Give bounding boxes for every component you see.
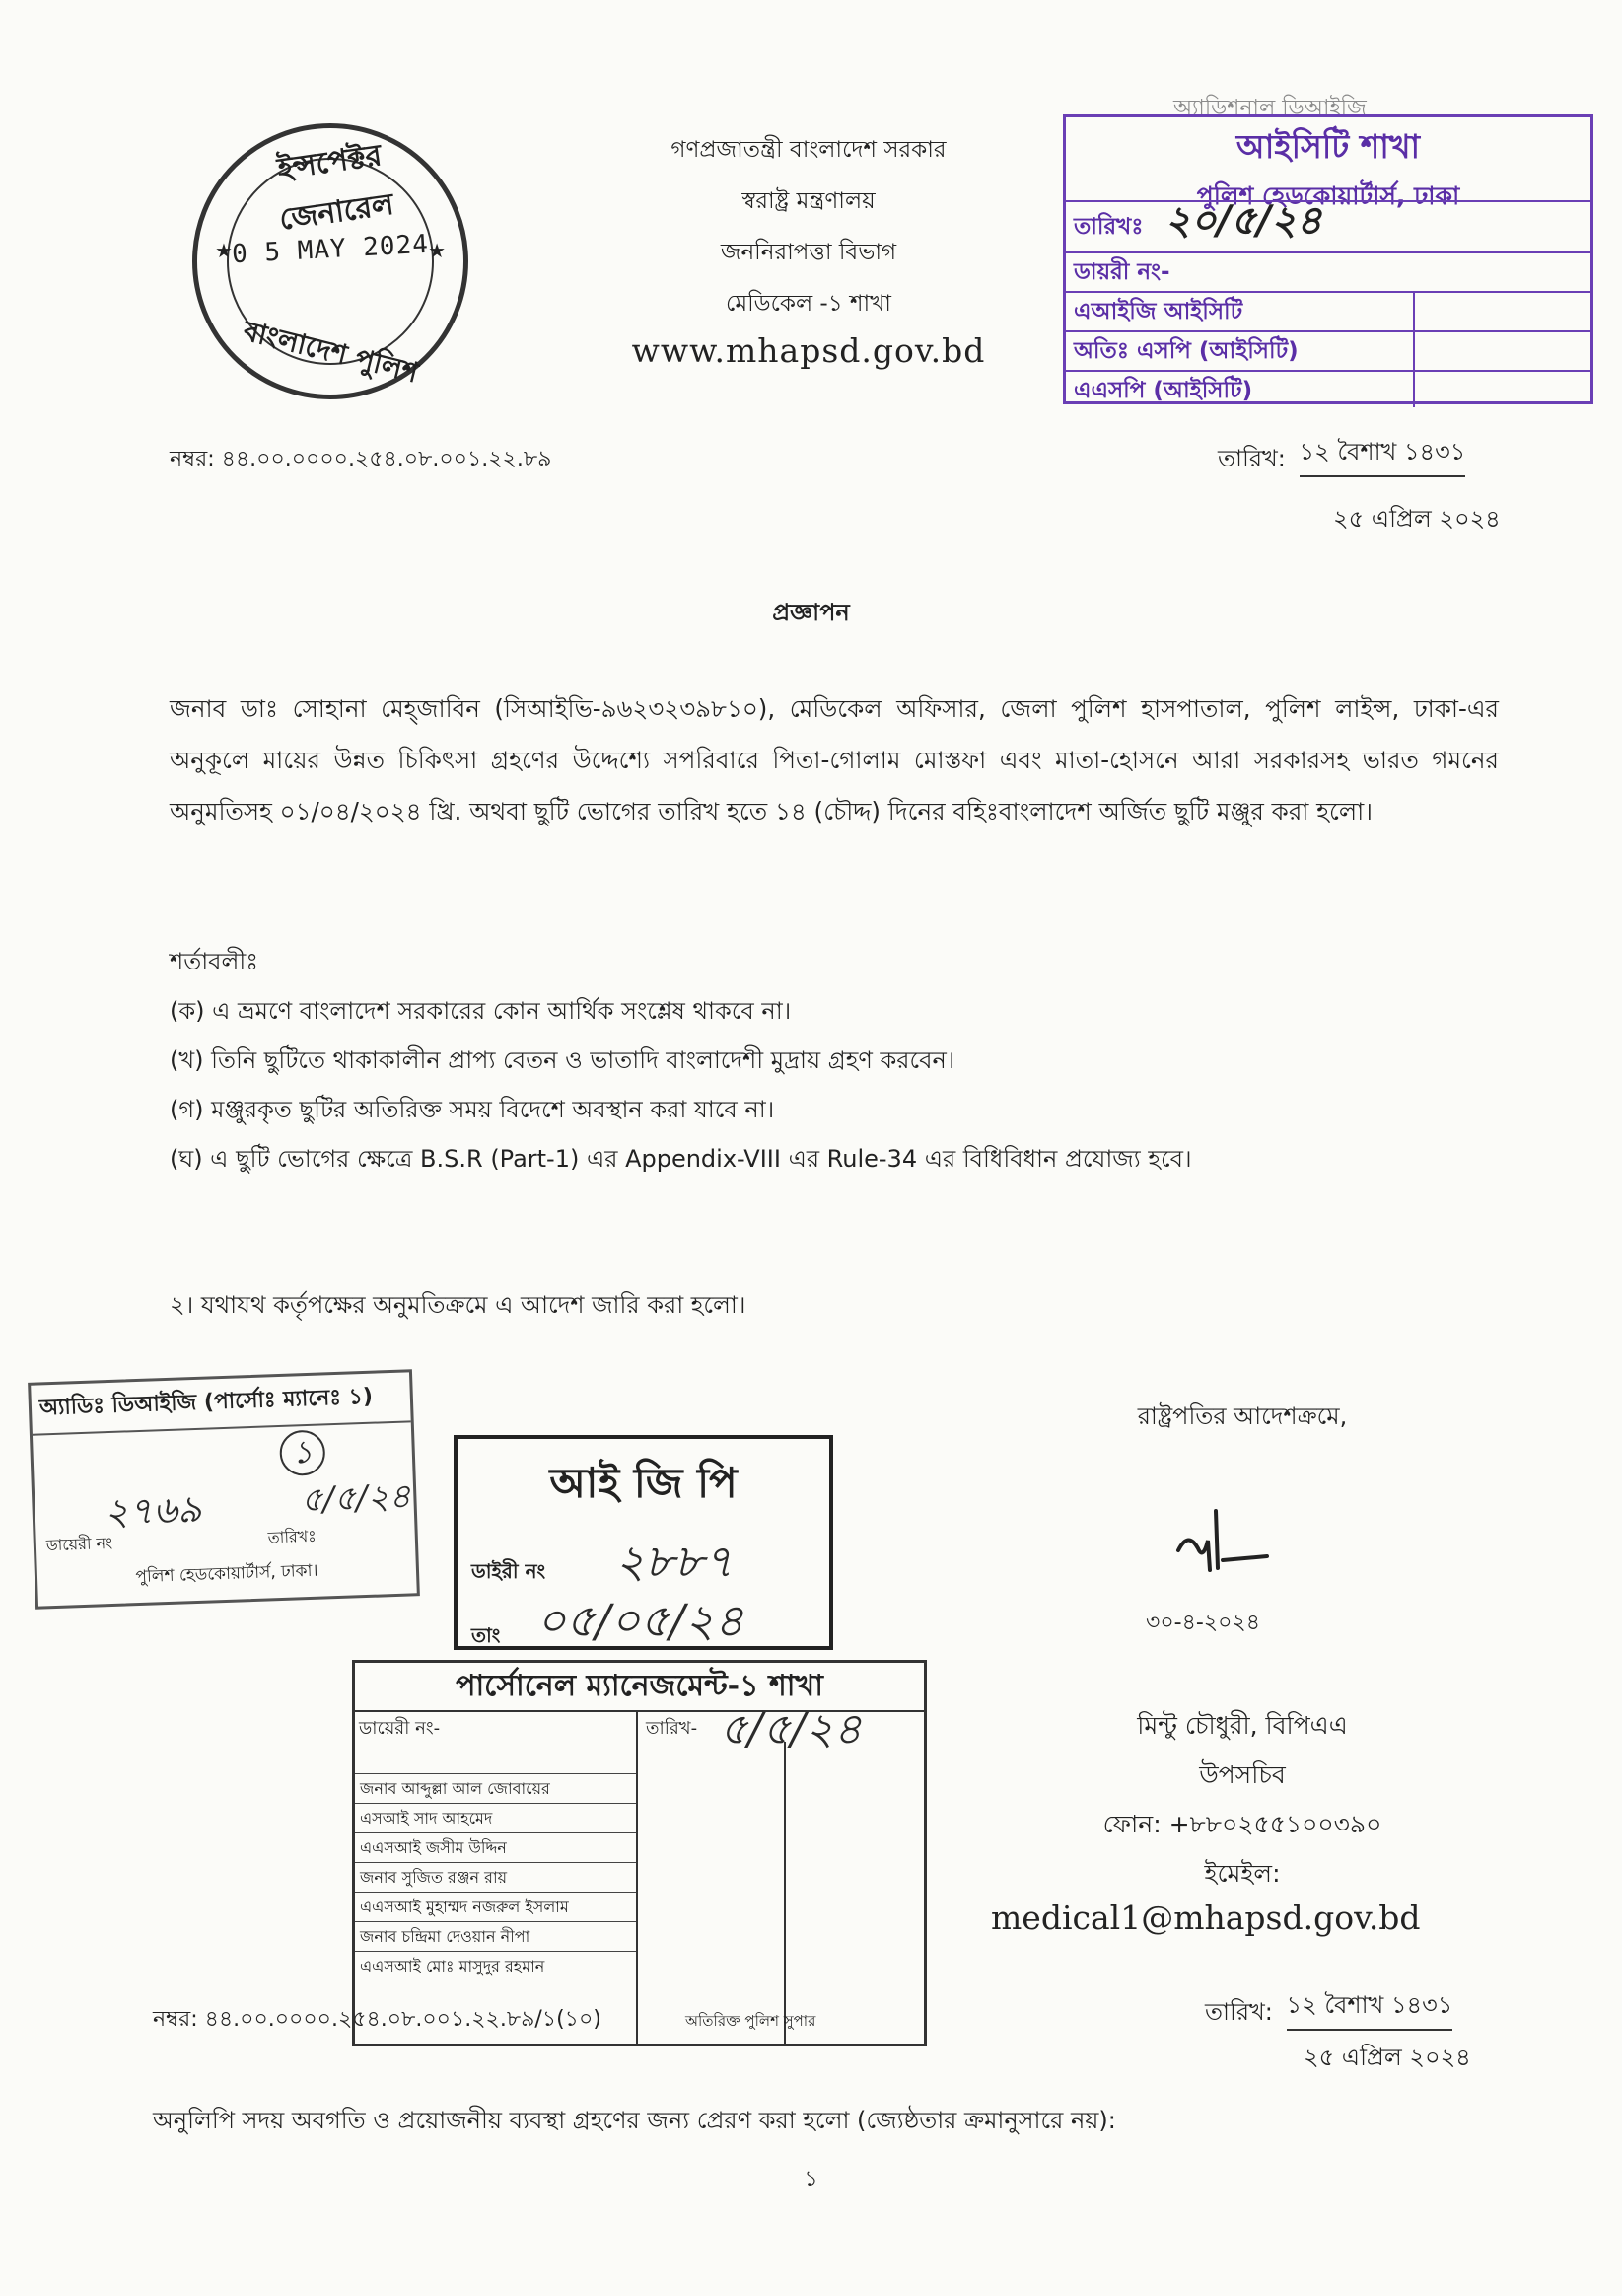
- condition-gha: (ঘ) এ ছুটি ভোগের ক্ষেত্রে B.S.R (Part-1) এর Appendix-VIII এর Rule-34 এর বিধিবিধান প্রযোজ্য হবে।: [170, 1145, 1192, 1173]
- box3-row: জনাব সুজিত রঞ্জন রায়: [355, 1862, 636, 1892]
- ict-date-label: তারিখঃ: [1074, 214, 1144, 240]
- page-title: প্রজ্ঞাপন: [772, 599, 850, 626]
- copy-reference-number: নম্বর: ৪৪.০০.০০০০.২৫৪.০৮.০০১.২২.৮৯/১(১০): [153, 2007, 601, 2032]
- box1-diary-label: ডায়েরী নং: [45, 1533, 113, 1555]
- signatory-email: medical1@mhapsd.gov.bd: [991, 1899, 1421, 1937]
- signatory-email-label: ইমেইল:: [1204, 1859, 1281, 1888]
- ict-stamp-row-3: [1066, 370, 1590, 407]
- conditions-section: [170, 937, 1499, 1184]
- ict-stamp-row-1: [1066, 291, 1590, 332]
- box2-date-value: ০৫/০৫/২৪: [536, 1594, 744, 1647]
- box3-row: জনাব চন্দ্রিমা দেওয়ান নীপা: [355, 1921, 636, 1951]
- by-order-text: রাষ্ট্রপতির আদেশক্রমে,: [1137, 1402, 1348, 1430]
- box2-date-label: তাং: [471, 1623, 501, 1647]
- box3-date-value: ৫/৫/২৪: [720, 1704, 862, 1755]
- addl-dig-stamp: [28, 1369, 420, 1609]
- box1-date-value: ৫/৫/২৪: [300, 1476, 412, 1521]
- box1-date-label: তারিখঃ: [267, 1526, 317, 1547]
- ict-row-label: অতিঃ এসপি (আইসিটি): [1074, 338, 1299, 364]
- signature-mark: [1168, 1491, 1277, 1580]
- igp-diary-stamp: [454, 1435, 833, 1650]
- box2-diary-label: ডাইরী নং: [471, 1559, 546, 1583]
- box3-row: এসআই সাদ আহমেদ: [355, 1803, 636, 1832]
- ict-stamp-diary-row: [1066, 251, 1590, 293]
- box2-title: আই জি পি: [549, 1459, 738, 1507]
- copy-date-bangla: ১২ বৈশাখ ১৪৩১: [1287, 1987, 1453, 2031]
- box3-row: এএসআই জসীম উদ্দিন: [355, 1832, 636, 1862]
- date-block: [1218, 434, 1465, 483]
- header-line-1: গণপ্রজাতন্ত্রী বাংলাদেশ সরকার: [670, 137, 947, 163]
- ict-date-value: ২০/৫/২৪: [1164, 197, 1322, 244]
- stamp-date: 0 5 MAY 2024: [231, 229, 430, 270]
- ict-stamp-date-row: [1066, 197, 1590, 253]
- body-text: জনাব ডাঃ সোহানা মেহ্জাবিন (সিআইভি-৯৬২৩২৩৯৮১০), মেডিকেল অফিসার, জেলা পুলিশ হাসপাতাল, পুলিশ লাইন্স, ঢাকা-এর অনুকূলে মায়ের উন্নত চিকিৎসা গ্রহণের উদ্দেশ্যে সপরিবারে পিতা-গোলাম মোস্তফা এবং মাতা-হোসনে আরা সরকারসহ ভারত গমনের অনুমতিসহ ০১/০৪/২০২৪ খ্রি. অথবা ছুটি ভোগের তারিখ হতে ১৪ (চৌদ্দ) দিনের বহিঃবাংলাদেশ অর্জিত ছুটি মঞ্জুর করা হলো।: [170, 694, 1499, 825]
- signatory-designation: উপসচিব: [1199, 1760, 1286, 1789]
- box3-divider: [784, 1742, 786, 2045]
- ict-branch-stamp: [1063, 114, 1593, 404]
- box3-row: এএসআই মোঃ মাসুদুর রহমান: [355, 1951, 636, 1980]
- box3-date-label: তারিখ-: [646, 1718, 698, 1739]
- copy-note: অনুলিপি সদয় অবগতি ও প্রয়োজনীয় ব্যবস্থা গ্রহণের জন্য প্রেরণ করা হলো (জ্যেষ্ঠতার ক্রমানুসারে নয়):: [153, 2107, 1116, 2134]
- government-header: [592, 124, 1025, 370]
- copy-date-english: ২৫ এপ্রিল ২০২৪: [1304, 2044, 1471, 2071]
- body-paragraph: [170, 683, 1499, 837]
- inspector-general-round-stamp: [192, 123, 468, 399]
- box3-footer: অতিরিক্ত পুলিশ সুপার: [685, 2012, 816, 2030]
- ict-stamp-title: আইসিটি শাখা: [1235, 127, 1421, 166]
- header-line-3: জননিরাপত্তা বিভাগ: [720, 240, 897, 265]
- condition-ga: (গ) মঞ্জুরকৃত ছুটির অতিরিক্ত সময় বিদেশে অবস্থান করা যাবে না।: [170, 1096, 775, 1123]
- date-bangla: ১২ বৈশাখ ১৪৩১: [1300, 434, 1466, 477]
- ict-row-divider: [1413, 293, 1415, 332]
- conditions-heading: শর্তাবলীঃ: [170, 948, 259, 975]
- ict-diary-label: ডায়রী নং-: [1074, 259, 1170, 285]
- header-line-4: মেডিকেল -১ শাখা: [726, 291, 891, 317]
- box1-footer: পুলিশ হেডকোয়ার্টার্স, ঢাকা।: [135, 1560, 318, 1588]
- reference-number: নম্বর: ৪৪.০০.০০০০.২৫৪.০৮.০০১.২২.৮৯: [170, 447, 552, 471]
- box1-diary-value: ২৭৬৯: [103, 1486, 203, 1535]
- faint-stamp-text: অ্যাডিশনাল ডিআইজি: [1173, 96, 1367, 120]
- ict-row-divider: [1413, 332, 1415, 372]
- date-label: তারিখ:: [1218, 445, 1286, 472]
- box3-divider: [636, 1710, 638, 2045]
- ict-row-divider: [1413, 372, 1415, 407]
- box2-diary-value: ২৮৮৭: [615, 1535, 734, 1588]
- ict-stamp-subtitle: পুলিশ হেডকোয়ার্টার্স, ঢাকা: [1196, 181, 1460, 210]
- signatory-phone: ফোন: +৮৮০২৫৫১০০৩৯০: [1102, 1810, 1382, 1838]
- copy-date-label: তারিখ:: [1205, 1998, 1273, 2026]
- star-icon: ★: [428, 239, 446, 262]
- signature-date: ৩০-৪-২০২৪: [1146, 1611, 1260, 1635]
- order-paragraph: ২। যথাযথ কর্তৃপক্ষের অনুমতিক্রমে এ আদেশ জারি করা হলো।: [170, 1291, 746, 1319]
- date-english: ২৫ এপ্রিল ২০২৪: [1333, 505, 1501, 533]
- condition-ka: (ক) এ ভ্রমণে বাংলাদেশ সরকারের কোন আর্থিক সংশ্লেষ থাকবে না।: [170, 997, 792, 1025]
- box3-row: জনাব আব্দুল্লা আল জোবায়ের: [355, 1773, 636, 1803]
- personnel-management-stamp: [352, 1660, 927, 2046]
- signatory-name: মিন্টু চৌধুরী, বিপিএএ: [1137, 1711, 1348, 1740]
- box1-title: অ্যাডিঃ ডিআইজি (পার্সোঃ ম্যানেঃ ১): [31, 1372, 411, 1435]
- box3-row: এএসআই মুহাম্মদ নজরুল ইসলাম: [355, 1892, 636, 1921]
- header-line-2: স্বরাষ্ট্র মন্ত্রণালয়: [741, 188, 876, 214]
- box3-title: পার্সোনেল ম্যানেজমেন্ট-১ শাখা: [355, 1663, 924, 1712]
- signatory-details: [1025, 1701, 1459, 1899]
- ict-stamp-row-2: [1066, 330, 1590, 372]
- copy-date-block: [1205, 1987, 1452, 2037]
- stamp-bottom-text: বাংলাদেশ পুলিশ: [240, 314, 422, 390]
- website-text: www.mhapsd.gov.bd: [631, 331, 986, 370]
- stamp-top-text: ইন্সপেক্টর জেনারেল: [275, 138, 396, 238]
- page-number: ১: [804, 2167, 818, 2191]
- ict-row-label: এএসপি (আইসিটি): [1074, 378, 1253, 403]
- box3-diary-label: ডায়েরী নং-: [359, 1718, 441, 1739]
- star-icon: ★: [215, 239, 233, 262]
- condition-kha: (খ) তিনি ছুটিতে থাকাকালীন প্রাপ্য বেতন ও ভাতাদি বাংলাদেশী মুদ্রায় গ্রহণ করবেন।: [170, 1046, 955, 1074]
- box1-circle-number: ১: [279, 1429, 326, 1476]
- ict-row-label: এআইজি আইসিটি: [1074, 299, 1243, 324]
